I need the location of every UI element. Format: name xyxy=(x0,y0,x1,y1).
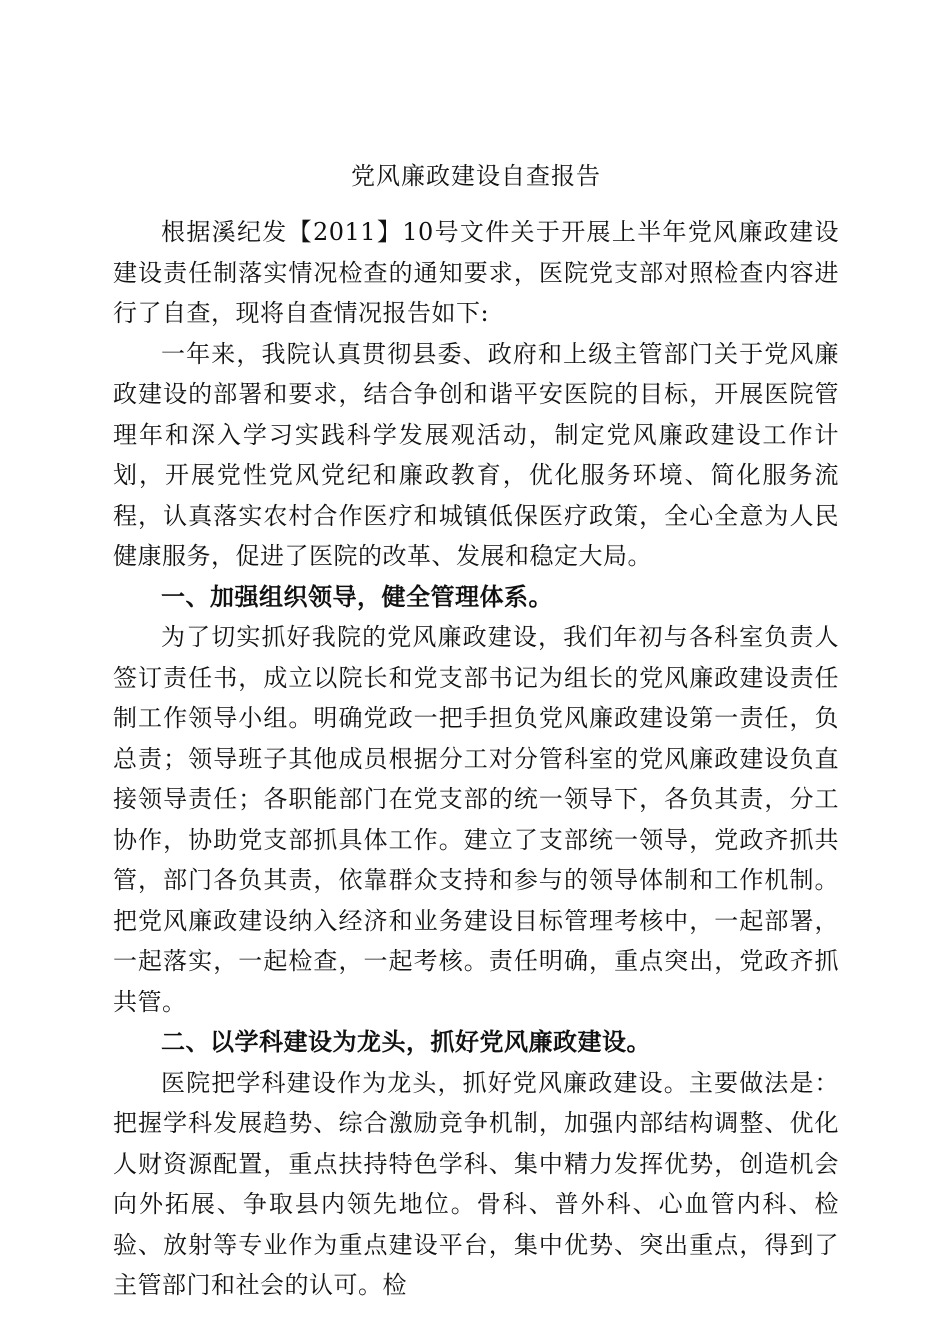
paragraph-section-1: 为了切实抓好我院的党风廉政建设，我们年初与各科室负责人签订责任书，成立以院长和党支部书记为组长的党风廉政建设责任制工作领导小组。明确党政一把手担负党风廉政建设第一责任，负总责；领导班子其他成员根据分工对分管科室的党风廉政建设负直接领导责任；各职能部门在党支部的统一领导下，各负其责，分工协作，协助党支部抓具体工作。建立了支部统一领导，党政齐抓共管，部门各负其责，依靠群众支持和参与的领导体制和工作机制。把党风廉政建设纳入经济和业务建设目标管理考核中，一起部署，一起落实，一起检查，一起考核。责任明确，重点突出，党政齐抓共管。 xyxy=(113,623,839,1016)
paragraph-intro: 根据溪纪发【2011】10号文件关于开展上半年党风廉政建设建设责任制落实情况检查的通知要求，医院党支部对照检查内容进行了自查，现将自查情况报告如下: xyxy=(113,218,839,327)
paragraph-overview: 一年来，我院认真贯彻县委、政府和上级主管部门关于党风廉政建设的部署和要求，结合争创和谐平安医院的目标，开展医院管理年和深入学习实践科学发展观活动，制定党风廉政建设工作计划，开展党性党风党纪和廉政教育，优化服务环境、简化服务流程，认真落实农村合作医疗和城镇低保医疗政策，全心全意为人民健康服务，促进了医院的改革、发展和稳定大局。 xyxy=(113,339,839,570)
paragraph-section-2: 医院把学科建设作为龙头，抓好党风廉政建设。主要做法是：把握学科发展趋势、综合激励竞争机制，加强内部结构调整、优化人财资源配置，重点扶持特色学科、集中精力发挥优势，创造机会向外拓展、争取县内领先地位。骨科、普外科、心血管内科、检验、放射等专业作为重点建设平台，集中优势、突出重点，得到了主管部门和社会的认可。检 xyxy=(113,1068,839,1299)
document-body xyxy=(113,150,839,1306)
document-title: 党风廉政建设自查报告 xyxy=(351,162,601,190)
section-heading-2: 二、以学科建设为龙头，抓好党风廉政建设。 xyxy=(161,1027,651,1056)
section-heading-1: 一、加强组织领导，健全管理体系。 xyxy=(161,581,553,611)
